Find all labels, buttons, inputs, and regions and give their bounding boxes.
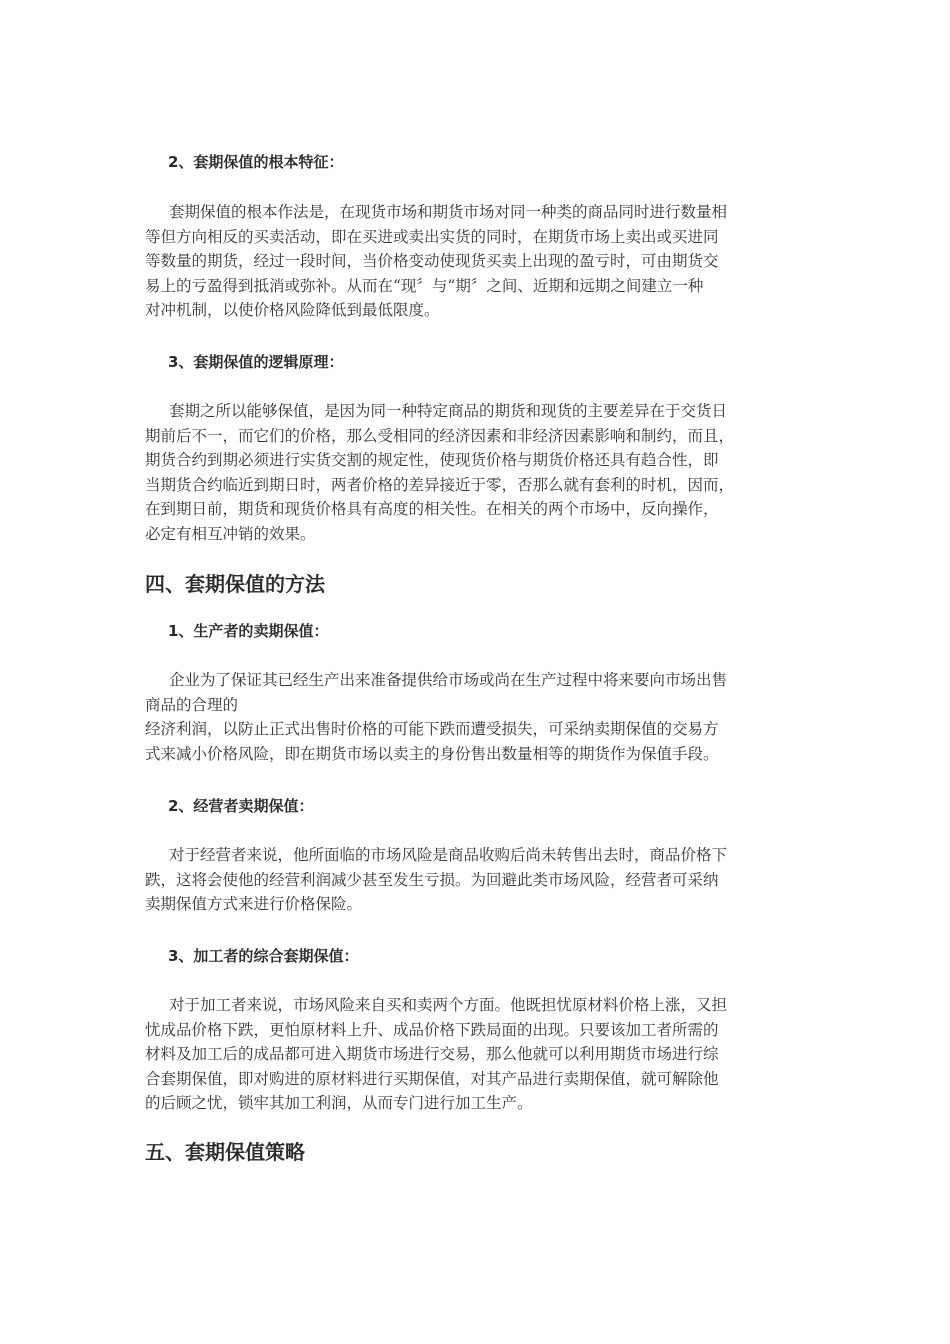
text-line: 忧成品价格下跌，更怕原材料上升、成品价格下跌局面的出现。只要该加工者所需的: [145, 1020, 719, 1039]
text-line: 等但方向相反的买卖活动，即在买进或卖出实货的同时，在期货市场上卖出或买进同: [145, 227, 719, 246]
text-line: 企业为了保证其已经生产出来准备提供给市场或尚在生产过程中将来要向市场出售: [169, 671, 728, 689]
text-line: 对于加工者来说，市场风险来自买和卖两个方面。他既担忧原材料价格上涨，又担: [169, 996, 728, 1014]
text-line: 期货合约到期必须进行实货交割的规定性，使现货价格与期货价格还具有趋合性，即: [145, 451, 719, 469]
chapter-heading-strategy: 五、套期保值策略: [145, 1140, 305, 1164]
text-line: 的后顾之忧，锁牢其加工利润，从而专门进行加工生产。: [145, 1094, 533, 1112]
text-line: 对冲机制，以使价格风险降低到最低限度。: [145, 301, 440, 319]
section-heading-basic-features: 2、套期保值的根本特征：: [168, 153, 344, 171]
section-heading-processor-hedge: 3、加工者的综合套期保值：: [168, 947, 359, 965]
text-line: 易上的亏盈得到抵消或弥补。从而在“现〞与“期〞之间、近期和远期之间建立一种: [145, 276, 704, 295]
text-line: 必定有相互冲销的效果。: [145, 524, 316, 543]
text-line: 在到期日前，期货和现货价格具有高度的相关性。在相关的两个市场中，反向操作，: [145, 500, 719, 518]
text-line: 式来减小价格风险，即在期货市场以卖主的身份售出数量相等的期货作为保值手段。: [145, 744, 719, 763]
paragraph-logic: [145, 399, 805, 546]
text-line: 跌，这将会使他的经营利润减少甚至发生亏损。为回避此类市场风险，经营者可采纳: [145, 870, 719, 889]
text-line: 当期货合约临近到期日时，两者价格的差异接近于零，否那么就有套利的时机，因而，: [145, 475, 735, 494]
section-heading-dealer-hedge: 2、经营者卖期保值：: [168, 797, 314, 815]
text-line: 合套期保值，即对购进的原材料进行买期保值，对其产品进行卖期保值，就可解除他: [145, 1069, 719, 1088]
text-line: 套期之所以能够保值，是因为同一种特定商品的期货和现货的主要差异在于交货日: [169, 402, 728, 420]
text-line: 对于经营者来说，他所面临的市场风险是商品收购后尚未转售出去时，商品价格下: [169, 846, 728, 864]
chapter-heading-methods: 四、套期保值的方法: [145, 572, 325, 596]
text-line: 期前后不一，而它们的价格，那么受相同的经济因素和非经济因素影响和制约，而且，: [145, 426, 735, 445]
section-heading-producer-hedge: 1、生产者的卖期保值：: [168, 622, 329, 640]
text-line: 卖期保值方式来进行价格保险。: [145, 895, 363, 913]
text-line: 套期保值的根本作法是，在现货市场和期货市场对同一种类的商品同时进行数量相: [169, 203, 728, 221]
text-line: 等数量的期货，经过一段时间，当价格变动使现货买卖上出现的盈亏时，可由期货交: [145, 252, 719, 270]
text-line: 材料及加工后的成品都可进入期货市场进行交易，那么他就可以利用期货市场进行综: [145, 1045, 719, 1063]
paragraph-basic-features: [145, 200, 805, 323]
paragraph-processor-hedge: [145, 993, 805, 1116]
section-heading-logic: 3、套期保值的逻辑原理：: [168, 353, 344, 371]
text-line: 经济利润，以防止正式出售时价格的可能下跌而遭受损失，可采纳卖期保值的交易方: [145, 720, 719, 738]
paragraph-dealer-hedge: [145, 843, 805, 917]
text-line: 商品的合理的: [145, 695, 239, 714]
paragraph-producer-hedge: [145, 668, 805, 766]
